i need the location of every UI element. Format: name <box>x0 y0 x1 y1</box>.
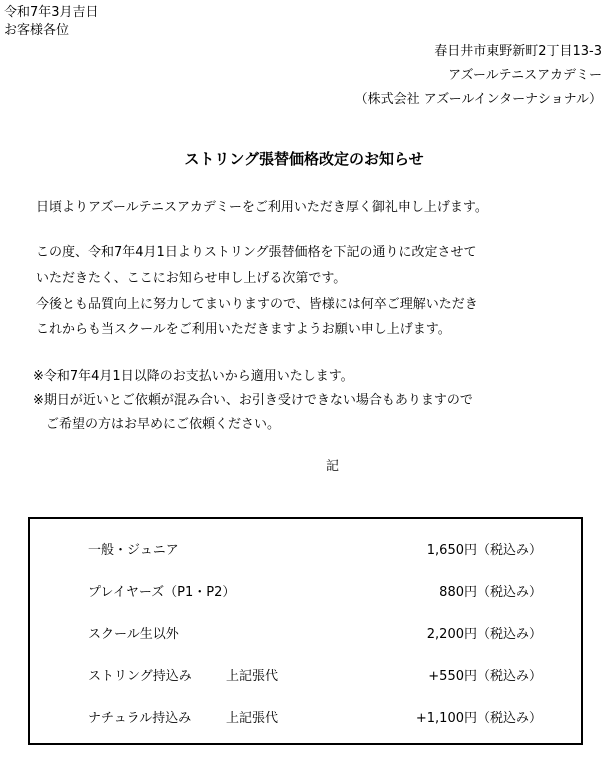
greeting: 日頃よりアズールテニスアカデミーをご利用いただき厚く御礼申し上げます。 <box>36 200 488 215</box>
note-line: ※令和7年4月1日以降のお支払いから適用いたします。 <box>33 369 354 384</box>
price-label: ナチュラル持込み <box>88 711 192 726</box>
price-sub: 上記張代 <box>226 711 279 726</box>
price-row <box>30 625 581 645</box>
paragraph-line: これからも当スクールをご利用いただきますようお願い申し上げます。 <box>36 322 451 337</box>
price-row <box>30 709 581 729</box>
note-line: ※期日が近いとご依頼が混み合い、お引き受けできない場合もありますので <box>33 393 473 408</box>
price-value: +550円（税込み） <box>428 669 542 684</box>
sender-company: （株式会社 アズールインターナショナル） <box>354 92 602 107</box>
ki-mark: 記 <box>326 459 340 474</box>
paragraph-line: 今後とも品質向上に努力してまいりますので、皆様には何卒ご理解いただき <box>36 297 478 312</box>
price-label: ストリング持込み <box>88 669 192 684</box>
sender-block <box>355 44 602 116</box>
page-title: ストリング張替価格改定のお知らせ <box>184 150 424 168</box>
price-value: +1,100円（税込み） <box>415 711 542 726</box>
price-row <box>30 583 581 603</box>
price-value: 2,200円（税込み） <box>426 627 542 642</box>
sender-name: アズールテニスアカデミー <box>448 68 602 83</box>
recipient: お客様各位 <box>4 23 70 38</box>
paragraph-line: この度、令和7年4月1日よりストリング張替価格を下記の通りに改定させて <box>36 245 477 260</box>
note-line: ご希望の方はお早めにご依頼ください。 <box>46 417 281 432</box>
price-row <box>30 667 581 687</box>
price-table <box>28 517 583 745</box>
paragraph-line: いただきたく、ここにお知らせ申し上げる次第です。 <box>36 271 347 286</box>
price-value: 1,650円（税込み） <box>426 543 542 558</box>
price-label: 一般・ジュニア <box>88 543 179 558</box>
price-sub: 上記張代 <box>226 669 279 684</box>
sender-address: 春日井市東野新町2丁目13-3 <box>434 44 602 59</box>
price-label: プレイヤーズ（P1・P2） <box>88 585 236 600</box>
price-value: 880円（税込み） <box>439 585 542 600</box>
price-row <box>30 541 581 561</box>
date: 令和7年3月吉日 <box>4 5 99 20</box>
price-label: スクール生以外 <box>88 627 179 642</box>
